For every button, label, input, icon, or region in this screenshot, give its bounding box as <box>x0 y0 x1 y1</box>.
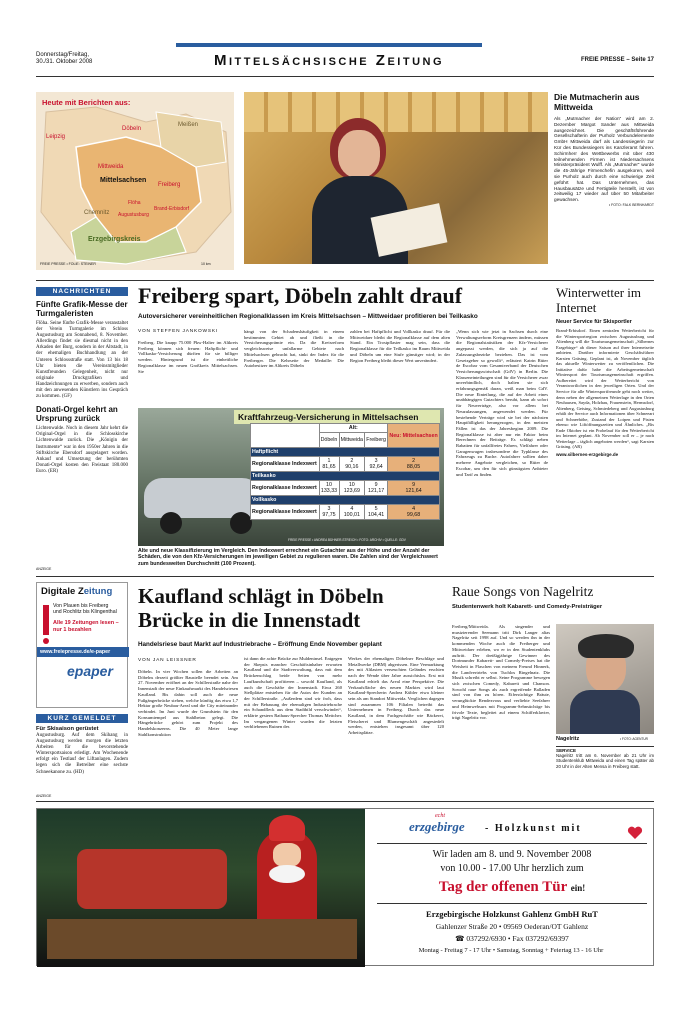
ad-line1: Wir laden am 8. und 9. November 2008 <box>432 849 592 860</box>
table-section-teilkasko: Teilkasko <box>251 472 440 481</box>
ad-company: Erzgebirgische Holzkunst Gahlenz GmbH RuT <box>426 909 598 919</box>
table-title: Kraftfahrzeug-Versicherung in Mittelsachsen <box>234 410 440 424</box>
nagelritz-headline: Raue Songs von Nagelritz <box>452 584 594 599</box>
map-district: Mittelsachsen <box>100 177 147 184</box>
region-map <box>36 92 234 270</box>
main-headline: Freiberg spart, Döbeln zahlt drauf <box>138 283 463 308</box>
table-caption: Alte und neue Klassifizierung im Vergleich. Den Indexwert errechnet ein Gutachter aus der Höhe und der Anzahl der Schäden, die von den Kfz-Versicherungen im jeweiligen Gebiet zu regulieren waren. Die Zahlen sind der Vergleichswert zum bundesweiten Durchschnitt (100 Prozent). <box>138 548 438 567</box>
ad-address: Gahlenzer Straße 20 • 09569 Oederan/OT Gahlenz <box>435 922 589 931</box>
table-col-doebeln: Döbeln <box>319 433 339 448</box>
map-town-freiberg: Freiberg <box>158 182 181 188</box>
map-title: Heute mit Berichten aus: <box>42 98 131 107</box>
mutmacherin-text: Als „Mutmacher der Nation“ wird am 2. Dezember Margot Sander aus Mittweida ausgezeichnet. Die geschäftsführende Gesellschafterin der Purholz Verbundelemente GmbH Mittweida darf als Landessiegerin zur Kür des Bundessiegers ins Kanzleramt fahren. Schirmherr des Wettbewerbs mit über 430 teilnehmenden Firmen ist Niedersachsens Ministerpräsident Wulff. Als „Mutmacher“ wurde die 45-Jährige Firmenchefin ausgekoren, weil sie Purholz auch durch eine schwierige Zeit geführt hat. Das Unternehmen, das Hausbausätze und Fertigteile herstellt, ist von zeitweilig 17 wieder auf über 50 Mitarbeiter gewachsen. <box>554 116 654 203</box>
map-scale: 10 km <box>201 262 211 266</box>
service-text: Nagelritz tritt am 6. November ab 21 Uhr im Studentenklub Mittweida und einen Tag später ab 20 Uhr in der Alten Mensa in Freiberg statt. <box>556 753 654 769</box>
masthead-bar <box>176 43 482 47</box>
header-rule <box>36 76 654 77</box>
heart-icon <box>627 825 643 839</box>
main-col-3: zahlen bei Haftpflicht und Vollkasko drauf. Für die Mittweidaer bleibt die Regionalklasse auf dem alten Stand. Ein Trostpflaster mag sein, dass die Regionalklasse für die Teilkasko im Raum Mittweida und Döbeln um eine Stufe günstiger wird; in der Region Freiberg bleibt dieser Wert unverändert. <box>350 329 450 363</box>
map-town-doebeln: Döbeln <box>122 126 142 132</box>
map-town-mittweida: Mittweida <box>98 164 124 170</box>
ad-phone: ☎ 037292/6930 • Fax 037292/69397 <box>455 934 569 943</box>
kaufland-byline: VON JAN LEISSNER <box>138 658 197 663</box>
nagelritz-photo-label: Nagelritz <box>556 736 580 742</box>
mutmacherin-title: Die Mutmacherin aus Mittweida <box>554 92 640 112</box>
map-credit: FREIE PRESSE • FOLIE: STEINER <box>40 262 96 266</box>
epaper-logo: epaper <box>67 663 113 679</box>
digitale-title: Digitale Zeitung <box>41 586 113 597</box>
kaufland-subhead: Handelsriese baut Markt auf Industriebrache – Eröffnung Ende November geplant <box>138 641 382 648</box>
page-number: FREIE PRESSE – Seite 17 <box>580 57 654 63</box>
digitale-line3: Alle 19 Zeitungen lesen – <box>53 620 119 626</box>
ad-hours: Montag - Freitag 7 - 17 Uhr • Samstag, Sonntag + Feiertag 13 - 16 Uhr <box>418 947 604 954</box>
main-col-1: Freiberg. Die knapp 75.000 Pkw-Halter im Altkreis Freiberg können sich freuen: Haftpflicht- und Vollkasko-Versicherung dürften für sie billiger werden. Hintergrund ist die einheitliche Regionalklasse im neuen Großkreis Mittelsachsen. Sie <box>138 340 238 374</box>
table-credit: FREIE PRESSE • ANDREA BÜHNER-STREICH • FOTO: ARCHIV • QUELLE: GDV <box>288 538 406 542</box>
mutmacherin-photo <box>244 92 548 264</box>
table-col-freiberg: Freiberg <box>365 433 388 448</box>
news-item-2-head: Donati-Orgel kehrt an Ursprung zurück <box>36 405 118 424</box>
news-item-1-head: Fünfte Grafik-Messe der Turmgaleristen <box>36 300 128 318</box>
holzkunst-photo <box>37 809 365 967</box>
digitale-zeitung-ad[interactable] <box>36 582 128 708</box>
winter-text: Brand-Erbisdorf. Einen zentralen Wetterbericht für die Wintersportregion zwischen Augustusburg und Altenberg will die Tourismusgemeinschaft „Silbernes Erzgebirge“ ab dieser Saison auf ihrer Internetseite anbieten. Darüber informierte Geschäftsführer Karsten Gräsing. Geplant ist, ab November täglich das aktuelle Winterwetter zu veröffentlichen. Die Initiative dafür habe die Arbeitsgemeinschaft Wintersport der Tourismusgemeinschaft ergriffen. Aufbereitet wird der Wetterbericht von Verantwortlichen in den jeweiligen Orten. Und der Service für alle Wintersportfreunde geht noch weiter, denn neben der allgemeinen Wetterlage in den Orten Neuhausen, Sayda, Holzhau, Frauenstein, Hermsdorf, Altenberg, Geising, Schmiedeberg und Augustusburg erhält der Service auch Informationen über Schneeart und Schneehöhe, Zustand der Loipen und Pisten ebenso wie Liftöffnungszeiten und Ähnliches. „Bis Ende Oktober ist ein Probelauf für den Wetterbericht im Internet geplant. Ab November soll er – je nach Wetterlage – täglich angeboten werden“, sagt Karsten Gräsing. (AR) <box>556 328 654 450</box>
digitale-line4: nur 1 bezahlen <box>53 627 92 633</box>
map-town-augustusburg: Augustusburg <box>118 212 149 218</box>
news-item-2-text: Lichtenwalde. Noch in diesem Jahr kehrt die Original-Orgel in die Schlosskirche Lichtenwalde zurück. Die „Königin der Instrumente“ war in den 1950er Jahren in die Stiftskirche Ebersdorf ausgelagert worden. Ankauf und Umsetzung der berühmten Donati-Orgel kosten den Freistaat 180.000 Euro. (ER) <box>36 426 128 474</box>
mutmacherin-credit: • FOTO: FALK BERNHARDT <box>608 202 654 207</box>
nagelritz-story <box>452 584 654 610</box>
winter-link[interactable]: www.silbernes-erzgebirge.de <box>556 452 619 458</box>
car-illustration <box>144 478 264 518</box>
map-town-chemnitz: Chemnitz <box>84 210 110 216</box>
winter-headline: Winterwetter im Internet <box>556 285 642 315</box>
photo-face <box>338 130 380 178</box>
service-label: SERVICE <box>556 746 654 753</box>
digitale-url[interactable]: www.freiepresse.de/e-paper <box>37 647 129 657</box>
ad-echt: echt <box>435 813 445 819</box>
digitale-line2: und Rochlitz bis Klingenthal <box>53 609 117 615</box>
map-town-brand: Brand-Erbisdorf <box>154 206 190 212</box>
nagelritz-subhead: Studentenwerk holt Kabarett- und Comedy-Preisträger <box>452 604 603 610</box>
kaufland-headline: Kaufland schlägt in Döbeln Brücke in die Innenstadt <box>138 584 384 632</box>
ad-slogan: - Holzkunst mit <box>485 823 582 834</box>
main-subhead: Autoversicherer vereinheitlichen Regionalklassen im Kreis Mittelsachsen – Mittweidaer profitieren bei Teilkasko <box>138 313 478 320</box>
kurz-head: Für Skisaison gerüstet <box>36 726 99 732</box>
digitale-line1: Von Plauen bis Freiberg <box>53 603 109 609</box>
map-town-floeha: Flöha <box>128 200 141 206</box>
map-erzgebirgskreis: Erzgebirgskreis <box>88 236 141 243</box>
winter-story <box>556 285 654 457</box>
insurance-graphic <box>138 408 444 546</box>
nagelritz-photo-credit: • FOTO: AGENTUR <box>620 737 648 741</box>
table-section-haftpflicht: Haftpflicht <box>251 448 440 457</box>
main-col-4: „Wenn sich wie jetzt in Sachsen durch eine Verwaltungsreform Kreisgrenzen ändern, müssen die Regionalstatistiken der Kfz-Versicherer angepasst werden, die sich ja auf die Zulassungsbezirke beziehen. Das ist vom Gesetzgeber so gewollt“, erläutert Katrin Rüter de Escobar vom Gesamtverband der Deutschen Versicherungswirtschaft (GdV) in Berlin. Die Klasseneinteilungen sind für die Versicherer zwar unverbindlich, doch halten sie sich erfahrungsgemäß daran, weiß man beim GdV. Die neue Einteilung, die auf der Arbeit eines unabhängigen Gutachters beruht, kann ab sofort für Neuverträge, also vor allem bei Neuzulassungen, angewendet werden. Für bestehende Verträge wird sie bei der nächsten Hauptfälligkeit herangezogen, in den meisten Fällen ist das der Jahresbeginn 2009. Die Regionalklasse ist aber nur ein Faktor beim Berechnen der Beiträge. Es schlägt neben Rabatten für unfallfreies Fahren, Vielfahrer oder Garagenwagen insbesondere die Typklasse des Fahrzeugs zu Buche. Autofahrer sollten daher mehrere Angebote vergleichen, so Rüter de Escobar, um den für sich günstigsten Anbieter und Tarif zu finden. <box>456 329 548 477</box>
nagelritz-photo <box>556 624 654 734</box>
ad-brand: erzgebirge <box>409 819 465 834</box>
anzeige-label-2: ANZEIGE <box>36 794 52 798</box>
news-item-1-text: Flöha. Seine fünfte Grafik-Messe veranstaltet der Verein Turmgalerie im Schloss Augustusburg am Sonnabend, 8. November. Allerdings findet sie diesmal nicht in den Arkaden der Burg, sondern in der Altstadt, in der ehemaligen Buchhandlung an der Unteren Schlossstraße statt. Von 13 bis 18 Uhr bieten die Vereinsmitglieder Kunstfreunden Gelegenheit, nicht nur originale Druckgrafiken und Handzeichnungen zu erwerben, sondern auch mit den anwesenden Künstlern ins Gespräch zu kommen. (GF) <box>36 321 128 400</box>
table-neu: Neu: Mittelsachsen <box>388 424 440 448</box>
nagelritz-text: Freiberg/Mittweida. Als singender und musizierender Seemann tritt Dirk Langer alias Nagelritz seit 1998 auf. Und so werden ihn in der kommenden Woche auch die Freiberger und Mittweidaer erleben, wo er in den Studentenklubs auftritt. Der dreißigjährige Gewinner des Dortmunder Kabarett- und Comedy-Preises hat die Weisheit in Flaschen von meinem Freund Hinnerk, die Landvertriebs von Tuchlos Ringelnatz. Die Musik schreibt er selbst. Seine Programme bewegen sich zwischen Comedy, Kabarett und Chanson. Sowohl raue Songs als auch ergreifende Balladen sind von ihm zu hören. Eifersüchtige Bräute, verunglückte Rendezvous und verliebte Seefahrer und Heimwehsurs mit Programm-Sehnsüchtige bis frivole Texte, begleitet auf einem Schifferklavier, trägt Nagelritz vor. <box>452 624 550 721</box>
nagelritz-service <box>556 746 654 769</box>
news-column <box>36 287 128 475</box>
table-alt: Alt: <box>319 424 388 433</box>
insurance-table: Alt: Neu: Mittelsachsen Döbeln Mittweida Freiberg Haftpflicht Regionalklasse Indexwert 1 81,65 2 90,16 3 92,64 2 88,05 Teilkasko Regionalklasse Indexwert 10 133,33 10 123,69 9 121,17 9 121,64 Vollkasko Regionalklasse Indexwert 3 97,75 4 100,01 5 104,41 4 99,68 <box>250 423 440 520</box>
ad-line2: von 10.00 - 17.00 Uhr herzlich zum <box>440 863 584 874</box>
map-town-leipzig: Leipzig <box>46 134 66 140</box>
kurz-column <box>36 714 128 776</box>
news-label: NACHRICHTEN <box>36 287 128 296</box>
main-col-2: hängt von der Schadenshäufigkeit in einem bestimmten Gebiet ab und fließt in die Versicherungsprämie ein. Da die Kreisreform vergleichsweise unfallarme Gebiete nach Mittelsachsen gebracht hat, sinkt der Index für die Freiberger. Die Kehrseite der Medaille: Die Autobesitzer im Altkreis Döbeln <box>244 329 344 369</box>
kaufland-col-1: Döbeln. In vier Wochen sollen die Arbeiten an Döbelns derzeit größter Baustelle beendet sein. Am 27. November eröffnet an der Schillerstraße nahe der Innenstadt der neue Einkaufsmarkt des Handelsriesen Kaufland. Bis dahin soll auch die neue Fußgängerbrücke stehen, welche künftig das etwa 1,7 Hektar große Neubau-Areal und die City miteinander verbindet. Im Juni wurde der Grundstein für den Konsumtempel aus Stahlbeton gelegt. Die Hängebrücke gehört zum Projekt des Handelskonzerns. Die 40 Meter lange Stahlkonstruktion <box>138 669 238 737</box>
main-byline: VON STEFFEN JANKOWSKI <box>138 329 218 334</box>
issue-date: Donnerstag/Freitag, 30./31. Oktober 2008 <box>36 52 93 65</box>
kaufland-col-2: ist dann die achte Brücke zur Muldeninsel. Entgegen der Skepsis mancher Geschäftsinhaber erwarten Kaufland und die Stadtverwaltung, dass mit dem Brückenschlag beide Seiten von mehr Laufkundschaft profitieren – sowohl Kaufland, als auch die Geschäfte der Innenstadt. Etwa 260 Stellplätze entstehen für die Autos der Kunden an der Schillerstraße. „Außerdem sind wir froh, dass mit der Bebauung der ehemaligen Industriebrache ein Schandfleck aus dem Stadtbild verschwindet“, erklärte gestern Rathaus-Sprecher Thomas Mettcher. Im vergangenen Winter wurden die letzten verbliebenen Ruinen des <box>244 656 342 730</box>
mutmacherin-story <box>554 92 654 270</box>
table-section-vollkasko: Vollkasko <box>251 496 440 505</box>
holzkunst-ad[interactable] <box>36 808 654 966</box>
anzeige-label-1: ANZEIGE <box>36 567 52 571</box>
winter-subhead: Neuer Service für Skisportler <box>556 319 632 325</box>
exclamation-icon <box>43 605 49 635</box>
ad-open-day: Tag der offenen Tür ein! <box>438 879 586 895</box>
kurz-text: Augustusburg. Auf dem Skihang in Augustusburg werden morgen die letzten Arbeiten für die bevorstehende Wintersportsaison erledigt. Am Wochenende erfolgt ein Testlauf der Liftanlagen. Zudem legen sich die Betreiber eine sechste Schneekanone zu. (HD) <box>36 733 128 775</box>
kaufland-col-3: Werkes der ehemaligen Döbelner Beschläge und Metallwerke (DBM) abgerissen. Eine Vermarktung des mit Altlasten verseuchten Geländes erschien nach der Wende über Jahre aussichtslos. Erst mit Kaufland erhielt das Areal eine Perspektive. Die Verkaufsfläche des neuen Marktes wird laut Kaufland-Sprecherin Andrea Kübler etwa kleiner sein als am Standort Mittweida. Verglichen dagegen sind zusammen 106 Filialen betreibt das Unternehmen in Freiberg. Durch das neue Kaufland, in dem Fachgeschäfte wie Bäckerei, Fleischerei und Blumengeschäft angesiedelt werden, entstehen insgesamt über 120 Arbeitsplätze. <box>348 656 444 736</box>
table-col-mittweida: Mittweida <box>339 433 365 448</box>
map-town-meissen: Meißen <box>178 122 199 128</box>
masthead: Mittelsächsische Zeitung <box>213 52 445 69</box>
kurz-label: KURZ GEMELDET <box>36 714 128 723</box>
